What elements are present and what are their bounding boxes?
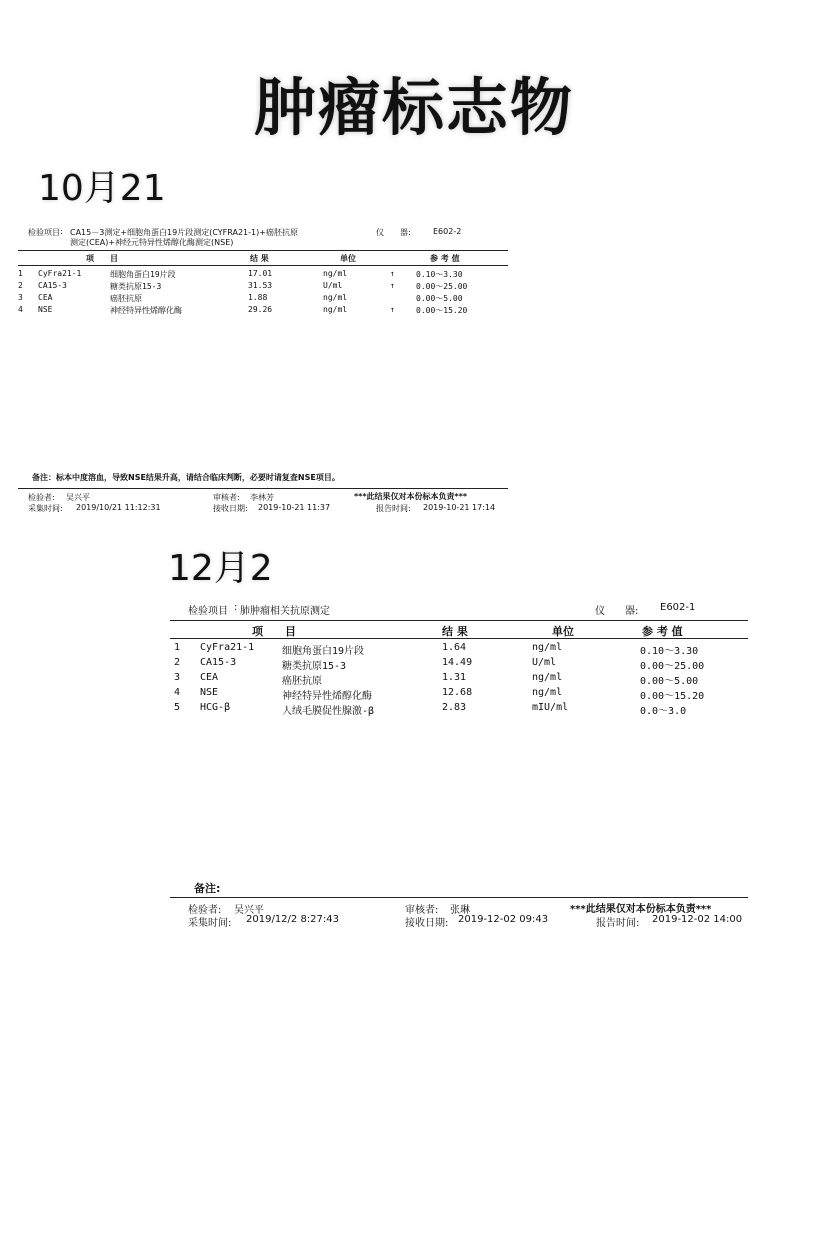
table-header-rule	[170, 638, 748, 639]
instrument-label: 仪 器:	[595, 606, 639, 617]
reviewer-name: 张琳	[450, 905, 470, 916]
header-unit: 单位	[552, 625, 574, 638]
header-result: 结 果	[250, 254, 269, 263]
instrument-value: E602-2	[433, 227, 462, 236]
report-time: 2019-12-02 14:00	[652, 914, 743, 925]
header-item: 项 目	[86, 254, 118, 263]
disclaimer: ***此结果仅对本份标本负责***	[570, 904, 712, 915]
exam-label: 检验项目	[188, 606, 228, 617]
receive-time: 2019-10-21 11:37	[258, 503, 331, 512]
report-time: 2019-10-21 17:14	[423, 503, 496, 512]
inspector-name: 吴兴平	[234, 905, 264, 916]
exam-items-line1: 肺肿瘤相关抗原测定	[240, 606, 330, 617]
receive-time: 2019-12-02 09:43	[458, 914, 549, 925]
high-flag-icon: ↑	[390, 269, 395, 278]
page-title: 肿瘤标志物	[253, 71, 574, 144]
lab-report-december: 检验项目 : 肺肿瘤相关抗原测定 仪 器: E602-1 项 目 结 果 单位 参 考 值 1 CyFra21-1 细胞角蛋白19片段 1.64 ng/ml 0.10～3.30 2 CA15-3 糖类抗原15-3 14.49 U/ml 0.00～25.00 3 CEA 癌胚抗原 1.31 ng/ml 0.00～5.00 4 NSE 神经特异性烯醇化酶 12.68 ng/ml 0.00～15.20 5 HCG-β 人绒毛膜促性腺激-β 2.83 mIU/ml 0.0～3.0 备注: 检验者: 吴兴平 审核者: 张琳 ***此结果仅对本份标本负责*** 采集时间: 2019/12/2 8:27:43 接收日期: 2019-12-02 09:43 报告时间: 2019-12-02 14:00	[170, 600, 770, 935]
disclaimer: ***此结果仅对本份标本负责***	[354, 492, 468, 501]
reviewer-name: 李林芳	[250, 493, 274, 502]
table-top-rule	[18, 250, 508, 251]
report-date-heading: 12月2	[168, 548, 273, 589]
exam-items-line2: 测定(CEA)+神经元特异性烯醇化酶测定(NSE)	[70, 238, 234, 247]
table-header-rule	[18, 265, 508, 266]
report-note: 备注：标本中度溶血，导致NSE结果升高，请结合临床判断，必要时请复查NSE项目。	[32, 473, 340, 482]
instrument-value: E602-1	[660, 602, 696, 613]
lab-report-october: 检验项目 : CA15－3测定+细胞角蛋白19片段测定(CYFRA21-1)+癌胚抗原 测定(CEA)+神经元特异性烯醇化酶测定(NSE) 仪 器: E602-2 项 目 结 果 单位 参 考 值 1 CyFra21-1 细胞角蛋白19片段 17.01 ng/ml ↑ 0.10～3.30 2 CA15-3 糖类抗原15-3 31.53 U/ml ↑ 0.00～25.00 3 CEA 癌胚抗原 1.88 ng/ml 0.00～5.00 4 NSE 神经特异性烯醇化酶 29.26 ng/ml ↑ 0.00～15.20 备注：标本中度溶血，导致NSE结果升高，请结合临床判断，必要时请复查NSE项目。 检验者: 吴兴平 审核者: 李林芳 ***此结果仅对本份标本负责*** 采集时间: 2019/10/21 11:12:31 接收日期: 2019-10-21 11:37 报告时间: 2019-10-21 17:14	[18, 222, 533, 522]
header-unit: 单位	[340, 254, 356, 263]
footer-rule	[18, 488, 508, 489]
collect-time: 2019/10/21 11:12:31	[76, 503, 161, 512]
report-note: 备注:	[194, 882, 221, 895]
instrument-label: 仪 器:	[376, 228, 411, 237]
high-flag-icon: ↑	[390, 281, 395, 290]
exam-label: 检验项目	[28, 228, 60, 237]
high-flag-icon: ↑	[390, 305, 395, 314]
header-result: 结 果	[442, 625, 468, 638]
report-date-heading: 10月21	[38, 168, 166, 209]
footer-rule	[170, 897, 748, 898]
collect-time: 2019/12/2 8:27:43	[246, 914, 340, 925]
table-top-rule	[170, 620, 748, 621]
header-item: 项 目	[252, 625, 296, 638]
header-ref: 参 考 值	[642, 625, 683, 638]
exam-items-line1: CA15－3测定+细胞角蛋白19片段测定(CYFRA21-1)+癌胚抗原	[70, 228, 298, 237]
header-ref: 参 考 值	[430, 254, 460, 263]
inspector-name: 吴兴平	[66, 493, 90, 502]
